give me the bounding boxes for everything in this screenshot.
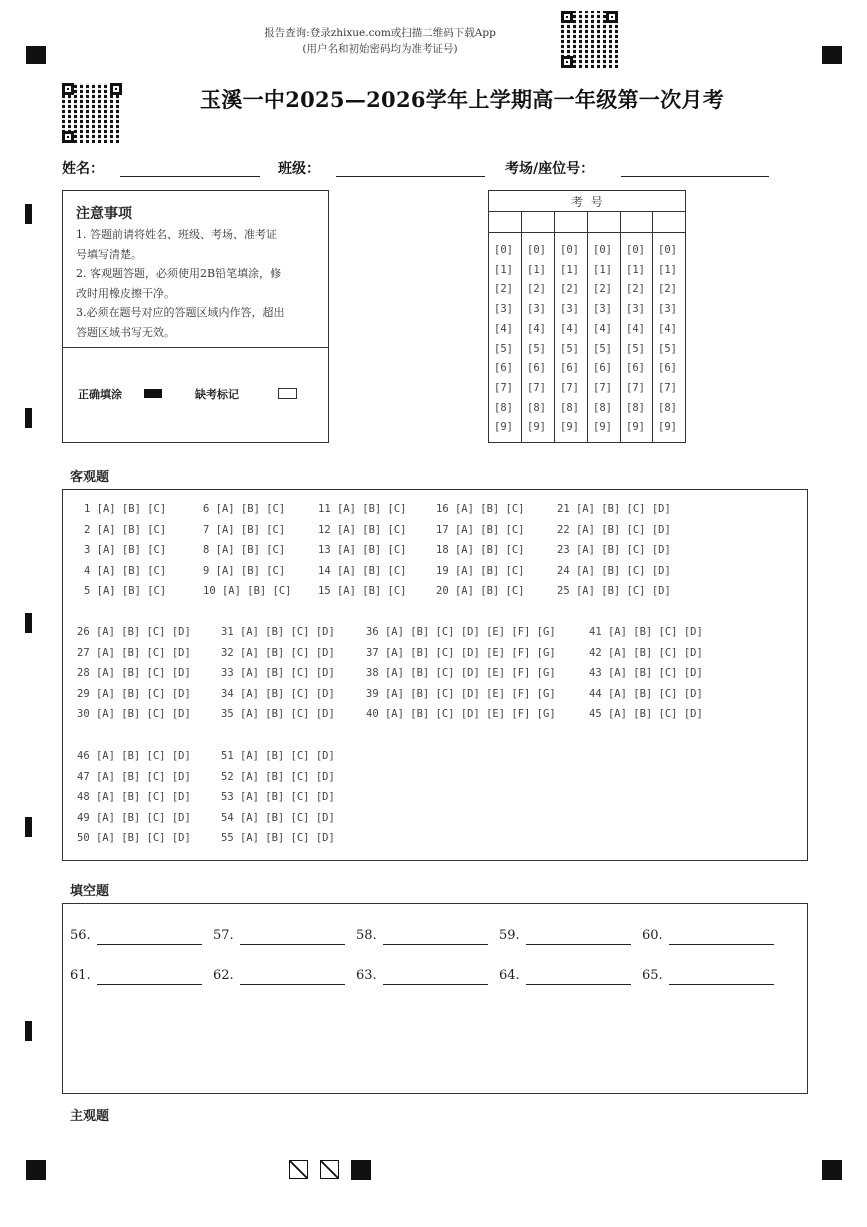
notice-line: 号填写清楚。: [76, 248, 142, 261]
question-choice-row[interactable]: 51 [A] [B] [C] [D]: [221, 750, 335, 762]
question-choice-row[interactable]: 41 [A] [B] [C] [D]: [589, 626, 703, 638]
divider: [62, 347, 329, 348]
question-choice-row[interactable]: 48 [A] [B] [C] [D]: [77, 791, 191, 804]
notice-line: 1. 答题前请将姓名、班级、考场、准考证: [76, 228, 277, 241]
absent-mark-checkbox[interactable]: [278, 388, 297, 399]
name-field[interactable]: [120, 176, 260, 177]
blank-answer-line[interactable]: [383, 944, 488, 945]
question-choice-row[interactable]: 9 [A] [B] [C]: [203, 564, 286, 577]
exam-number-bubble[interactable]: [8]: [527, 401, 546, 414]
exam-number-bubble[interactable]: [4]: [593, 322, 612, 335]
notice-line: 答题区域书写无效。: [76, 326, 175, 339]
corner-mark-bottom-right: [822, 1160, 842, 1180]
question-choice-row[interactable]: 10 [A] [B] [C]: [203, 585, 292, 598]
question-choice-row[interactable]: 7 [A] [B] [C]: [203, 523, 286, 536]
question-choice-row[interactable]: 1 [A] [B] [C]: [84, 503, 167, 515]
exam-number-bubble[interactable]: [9]: [658, 421, 677, 434]
exam-number-bubble[interactable]: [4]: [658, 322, 677, 335]
question-choice-row[interactable]: 14 [A] [B] [C]: [318, 564, 407, 577]
divider: [652, 211, 653, 443]
question-choice-row[interactable]: 8 [A] [B] [C]: [203, 544, 286, 557]
report-query-line: 报告查询:登录zhixue.com或扫描二维码下载App: [264, 27, 496, 39]
exam-number-bubble[interactable]: [5]: [527, 342, 546, 355]
exam-number-bubble[interactable]: [8]: [593, 401, 612, 414]
exam-number-bubble[interactable]: [2]: [658, 283, 677, 296]
fill-blank-section-label: 填空题: [70, 884, 110, 899]
blank-answer-line[interactable]: [240, 984, 345, 985]
question-choice-row[interactable]: 43 [A] [B] [C] [D]: [589, 667, 703, 680]
blank-number: 56.: [70, 928, 91, 943]
blank-number: 59.: [499, 928, 520, 943]
question-choice-row[interactable]: 30 [A] [B] [C] [D]: [77, 708, 191, 721]
blank-number: 57.: [213, 928, 234, 943]
class-label: 班级：: [278, 161, 320, 177]
question-choice-row[interactable]: 23 [A] [B] [C] [D]: [557, 544, 671, 557]
exam-number-bubble[interactable]: [6]: [658, 362, 677, 375]
question-choice-row[interactable]: 19 [A] [B] [C]: [436, 564, 525, 577]
question-choice-row[interactable]: 25 [A] [B] [C] [D]: [557, 585, 671, 598]
blank-number: 60.: [642, 928, 663, 943]
question-choice-row[interactable]: 44 [A] [B] [C] [D]: [589, 687, 703, 700]
exam-number-bubble[interactable]: [6]: [560, 362, 579, 375]
question-choice-row[interactable]: 47 [A] [B] [C] [D]: [77, 770, 191, 783]
question-choice-row[interactable]: 40 [A] [B] [C] [D] [E] [F] [G]: [366, 708, 556, 721]
exam-number-bubble[interactable]: [8]: [560, 401, 579, 414]
exam-number-bubble[interactable]: [9]: [593, 421, 612, 434]
blank-number: 65.: [642, 968, 663, 983]
notice-title: 注意事项: [76, 206, 132, 222]
question-choice-row[interactable]: 32 [A] [B] [C] [D]: [221, 646, 335, 659]
corner-mark-bottom-left: [26, 1160, 46, 1180]
report-query-hint: (用户名和初始密码均为准考证号): [302, 43, 458, 55]
exam-number-bubble[interactable]: [1]: [560, 263, 579, 276]
timing-mark: [25, 408, 32, 428]
exam-number-bubble[interactable]: [2]: [560, 283, 579, 296]
question-choice-row[interactable]: 34 [A] [B] [C] [D]: [221, 687, 335, 700]
question-choice-row[interactable]: 45 [A] [B] [C] [D]: [589, 708, 703, 721]
divider: [521, 211, 522, 443]
question-choice-row[interactable]: 5 [A] [B] [C]: [84, 585, 167, 598]
seat-field[interactable]: [621, 176, 769, 177]
exam-number-bubble[interactable]: [1]: [626, 263, 645, 276]
question-choice-row[interactable]: 12 [A] [B] [C]: [318, 523, 407, 536]
seat-label: 考场/座位号：: [505, 161, 595, 177]
exam-number-bubble[interactable]: [4]: [626, 322, 645, 335]
blank-number: 58.: [356, 928, 377, 943]
correct-fill-sample: [144, 389, 162, 398]
timing-mark: [25, 204, 32, 224]
exam-number-bubble[interactable]: [7]: [658, 381, 677, 394]
question-choice-row[interactable]: 49 [A] [B] [C] [D]: [77, 811, 191, 824]
notice-line: 2. 客观题答题，必须使用2B铅笔填涂，修: [76, 267, 282, 280]
question-choice-row[interactable]: 24 [A] [B] [C] [D]: [557, 564, 671, 577]
question-choice-row[interactable]: 55 [A] [B] [C] [D]: [221, 832, 335, 845]
exam-number-bubble[interactable]: [9]: [527, 421, 546, 434]
blank-answer-line[interactable]: [669, 984, 774, 985]
report-query-note: [200, 25, 560, 57]
exam-number-bubble[interactable]: [6]: [494, 362, 513, 375]
blank-answer-line[interactable]: [526, 984, 631, 985]
blank-answer-line[interactable]: [240, 944, 345, 945]
exam-number-bubble[interactable]: [2]: [527, 283, 546, 296]
notice-line: 3.必须在题号对应的答题区域内作答，超出: [76, 306, 285, 319]
exam-number-grid: [488, 190, 686, 443]
divider: [620, 211, 621, 443]
exam-number-bubble[interactable]: [9]: [626, 421, 645, 434]
exam-number-bubble[interactable]: [6]: [593, 362, 612, 375]
exam-number-header: 考 号: [571, 195, 603, 209]
exam-number-bubble[interactable]: [0]: [527, 244, 546, 256]
question-choice-row[interactable]: 50 [A] [B] [C] [D]: [77, 832, 191, 845]
exam-number-bubble[interactable]: [7]: [494, 381, 513, 394]
exam-title: 玉溪一中2025—2026学年上学期高一年级第一次月考: [200, 87, 724, 112]
blank-answer-line[interactable]: [669, 944, 774, 945]
exam-number-bubble[interactable]: [8]: [626, 401, 645, 414]
blank-number: 64.: [499, 968, 520, 983]
exam-number-bubble[interactable]: [8]: [494, 401, 513, 414]
exam-number-bubble[interactable]: [1]: [658, 263, 677, 276]
question-choice-row[interactable]: 11 [A] [B] [C]: [318, 503, 407, 515]
question-choice-row[interactable]: 37 [A] [B] [C] [D] [E] [F] [G]: [366, 646, 556, 659]
exam-number-bubble[interactable]: [2]: [626, 283, 645, 296]
question-choice-row[interactable]: 2 [A] [B] [C]: [84, 523, 167, 536]
page-marker-crossed: [289, 1160, 308, 1179]
timing-mark: [25, 817, 32, 837]
question-choice-row[interactable]: 27 [A] [B] [C] [D]: [77, 646, 191, 659]
question-choice-row[interactable]: 6 [A] [B] [C]: [203, 503, 286, 515]
exam-number-bubble[interactable]: [0]: [658, 244, 677, 256]
exam-number-bubble[interactable]: [3]: [658, 303, 677, 316]
corner-mark-top-left: [26, 46, 46, 64]
qr-code-icon: [561, 11, 618, 68]
question-choice-row[interactable]: 54 [A] [B] [C] [D]: [221, 811, 335, 824]
blank-number: 63.: [356, 968, 377, 983]
blank-number: 62.: [213, 968, 234, 983]
exam-number-bubble[interactable]: [5]: [593, 342, 612, 355]
question-choice-row[interactable]: 36 [A] [B] [C] [D] [E] [F] [G]: [366, 626, 556, 638]
exam-number-bubble[interactable]: [0]: [560, 244, 579, 256]
question-choice-row[interactable]: 35 [A] [B] [C] [D]: [221, 708, 335, 721]
exam-number-bubble[interactable]: [4]: [527, 322, 546, 335]
timing-mark: [25, 1021, 32, 1041]
question-choice-row[interactable]: 26 [A] [B] [C] [D]: [77, 626, 191, 638]
question-choice-row[interactable]: 46 [A] [B] [C] [D]: [77, 750, 191, 762]
blank-answer-line[interactable]: [526, 944, 631, 945]
exam-number-bubble[interactable]: [3]: [494, 303, 513, 316]
exam-number-bubble[interactable]: [7]: [527, 381, 546, 394]
exam-number-bubble[interactable]: [7]: [560, 381, 579, 394]
exam-number-bubble[interactable]: [1]: [593, 263, 612, 276]
question-choice-row[interactable]: 53 [A] [B] [C] [D]: [221, 791, 335, 804]
name-label: 姓名：: [62, 161, 104, 177]
exam-number-bubble[interactable]: [0]: [593, 244, 612, 256]
question-choice-row[interactable]: 17 [A] [B] [C]: [436, 523, 525, 536]
exam-number-bubble[interactable]: [8]: [658, 401, 677, 414]
question-choice-row[interactable]: 18 [A] [B] [C]: [436, 544, 525, 557]
blank-answer-line[interactable]: [383, 984, 488, 985]
question-choice-row[interactable]: 42 [A] [B] [C] [D]: [589, 646, 703, 659]
exam-number-bubble[interactable]: [3]: [560, 303, 579, 316]
exam-number-bubble[interactable]: [5]: [626, 342, 645, 355]
question-choice-row[interactable]: 20 [A] [B] [C]: [436, 585, 525, 598]
exam-number-bubble[interactable]: [3]: [593, 303, 612, 316]
timing-mark: [25, 613, 32, 633]
exam-number-bubble[interactable]: [6]: [527, 362, 546, 375]
exam-number-bubble[interactable]: [3]: [527, 303, 546, 316]
page-marker-filled: [351, 1160, 371, 1180]
question-choice-row[interactable]: 15 [A] [B] [C]: [318, 585, 407, 598]
fill-blank-answer-box: [62, 903, 808, 1094]
question-choice-row[interactable]: 13 [A] [B] [C]: [318, 544, 407, 557]
question-choice-row[interactable]: 31 [A] [B] [C] [D]: [221, 626, 335, 638]
absent-mark-label: 缺考标记: [195, 388, 239, 401]
objective-section-label: 客观题: [70, 470, 110, 485]
blank-number: 61.: [70, 968, 91, 983]
question-choice-row[interactable]: 33 [A] [B] [C] [D]: [221, 667, 335, 680]
exam-number-bubble[interactable]: [5]: [494, 342, 513, 355]
question-choice-row[interactable]: 28 [A] [B] [C] [D]: [77, 667, 191, 680]
subjective-section-label: 主观题: [70, 1109, 110, 1124]
question-choice-row[interactable]: 38 [A] [B] [C] [D] [E] [F] [G]: [366, 667, 556, 680]
qr-code-icon: [62, 83, 122, 143]
question-choice-row[interactable]: 3 [A] [B] [C]: [84, 544, 167, 557]
blank-answer-line[interactable]: [97, 984, 202, 985]
question-choice-row[interactable]: 22 [A] [B] [C] [D]: [557, 523, 671, 536]
exam-number-bubble[interactable]: [1]: [527, 263, 546, 276]
exam-number-bubble[interactable]: [4]: [560, 322, 579, 335]
question-choice-row[interactable]: 16 [A] [B] [C]: [436, 503, 525, 515]
exam-number-bubble[interactable]: [7]: [626, 381, 645, 394]
notice-line: 改时用橡皮擦干净。: [76, 287, 175, 300]
exam-number-bubble[interactable]: [2]: [593, 283, 612, 296]
exam-number-bubble[interactable]: [4]: [494, 322, 513, 335]
question-choice-row[interactable]: 39 [A] [B] [C] [D] [E] [F] [G]: [366, 687, 556, 700]
exam-number-bubble[interactable]: [5]: [658, 342, 677, 355]
blank-answer-line[interactable]: [97, 944, 202, 945]
exam-number-bubble[interactable]: [5]: [560, 342, 579, 355]
question-choice-row[interactable]: 52 [A] [B] [C] [D]: [221, 770, 335, 783]
class-field[interactable]: [336, 176, 485, 177]
exam-number-bubble[interactable]: [9]: [494, 421, 513, 434]
exam-number-bubble[interactable]: [9]: [560, 421, 579, 434]
question-choice-row[interactable]: 21 [A] [B] [C] [D]: [557, 503, 671, 515]
exam-number-bubble[interactable]: [1]: [494, 263, 513, 276]
divider: [554, 211, 555, 443]
exam-number-bubble[interactable]: [2]: [494, 283, 513, 296]
correct-fill-label: 正确填涂: [78, 388, 122, 401]
question-choice-row[interactable]: 29 [A] [B] [C] [D]: [77, 687, 191, 700]
exam-number-bubble[interactable]: [6]: [626, 362, 645, 375]
divider: [587, 211, 588, 443]
exam-number-bubble[interactable]: [3]: [626, 303, 645, 316]
exam-number-bubble[interactable]: [7]: [593, 381, 612, 394]
page-marker-crossed: [320, 1160, 339, 1179]
corner-mark-top-right: [822, 46, 842, 64]
exam-number-bubble[interactable]: [0]: [626, 244, 645, 256]
question-choice-row[interactable]: 4 [A] [B] [C]: [84, 564, 167, 577]
exam-number-bubble[interactable]: [0]: [494, 244, 513, 256]
